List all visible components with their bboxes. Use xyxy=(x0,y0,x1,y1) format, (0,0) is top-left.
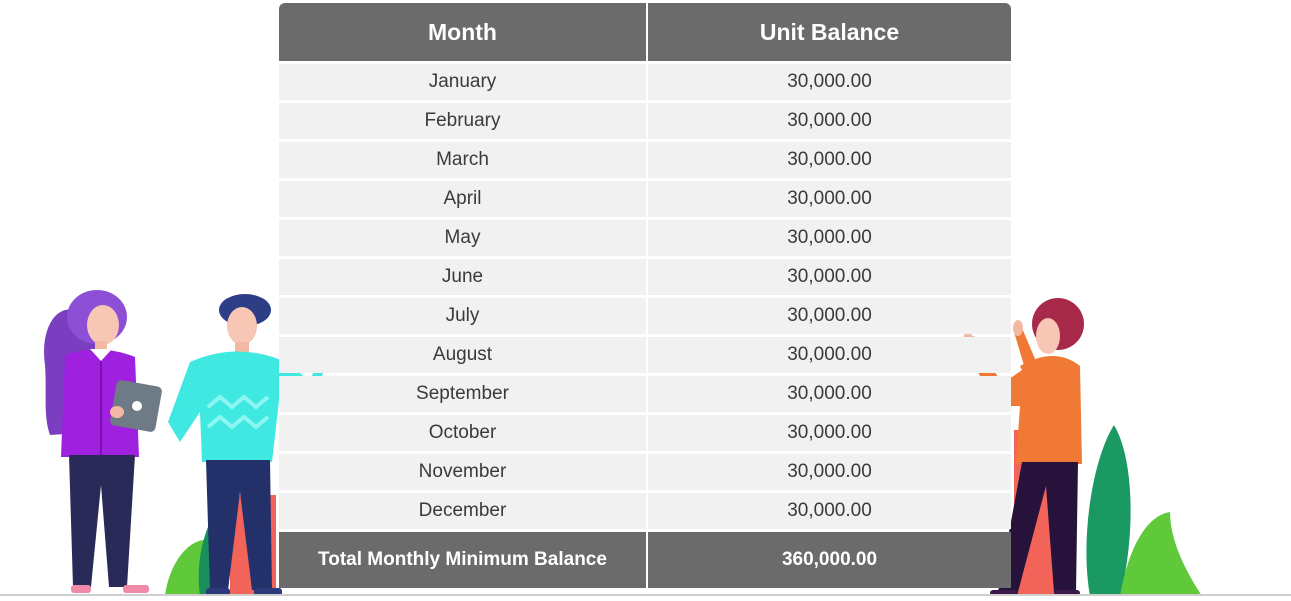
balance-cell: 30,000.00 xyxy=(648,376,1011,412)
balance-cell: 30,000.00 xyxy=(648,415,1011,451)
floor-line xyxy=(0,594,1291,596)
table-row xyxy=(279,298,1011,334)
table-row xyxy=(279,493,1011,529)
woman-with-tablet-illustration xyxy=(35,285,165,597)
table-row xyxy=(279,337,1011,373)
month-cell: March xyxy=(279,142,646,178)
month-cell: December xyxy=(279,493,646,529)
balance-cell: 30,000.00 xyxy=(648,454,1011,490)
balance-cell: 30,000.00 xyxy=(648,181,1011,217)
balance-cell: 30,000.00 xyxy=(648,259,1011,295)
balance-cell: 30,000.00 xyxy=(648,64,1011,100)
table-row xyxy=(279,64,1011,100)
month-cell: January xyxy=(279,64,646,100)
balance-cell: 30,000.00 xyxy=(648,220,1011,256)
month-cell: February xyxy=(279,103,646,139)
header-month: Month xyxy=(279,3,646,61)
month-cell: November xyxy=(279,454,646,490)
table-row xyxy=(279,376,1011,412)
month-cell: June xyxy=(279,259,646,295)
table-row xyxy=(279,415,1011,451)
table-row xyxy=(279,103,1011,139)
month-cell: October xyxy=(279,415,646,451)
table-row xyxy=(279,259,1011,295)
month-cell: September xyxy=(279,376,646,412)
table-row xyxy=(279,454,1011,490)
balance-cell: 30,000.00 xyxy=(648,493,1011,529)
balance-cell: 30,000.00 xyxy=(648,337,1011,373)
month-cell: July xyxy=(279,298,646,334)
header-unit-balance: Unit Balance xyxy=(648,3,1011,61)
minimum-balance-table xyxy=(279,3,1011,588)
balance-cell: 30,000.00 xyxy=(648,142,1011,178)
balance-cell: 30,000.00 xyxy=(648,103,1011,139)
total-value: 360,000.00 xyxy=(648,532,1011,588)
table-header xyxy=(279,3,1011,61)
month-cell: May xyxy=(279,220,646,256)
month-cell: August xyxy=(279,337,646,373)
balance-cell: 30,000.00 xyxy=(648,298,1011,334)
table-row xyxy=(279,220,1011,256)
total-label: Total Monthly Minimum Balance xyxy=(279,532,646,588)
table-row xyxy=(279,142,1011,178)
month-cell: April xyxy=(279,181,646,217)
table-row xyxy=(279,181,1011,217)
table-total-row xyxy=(279,532,1011,588)
